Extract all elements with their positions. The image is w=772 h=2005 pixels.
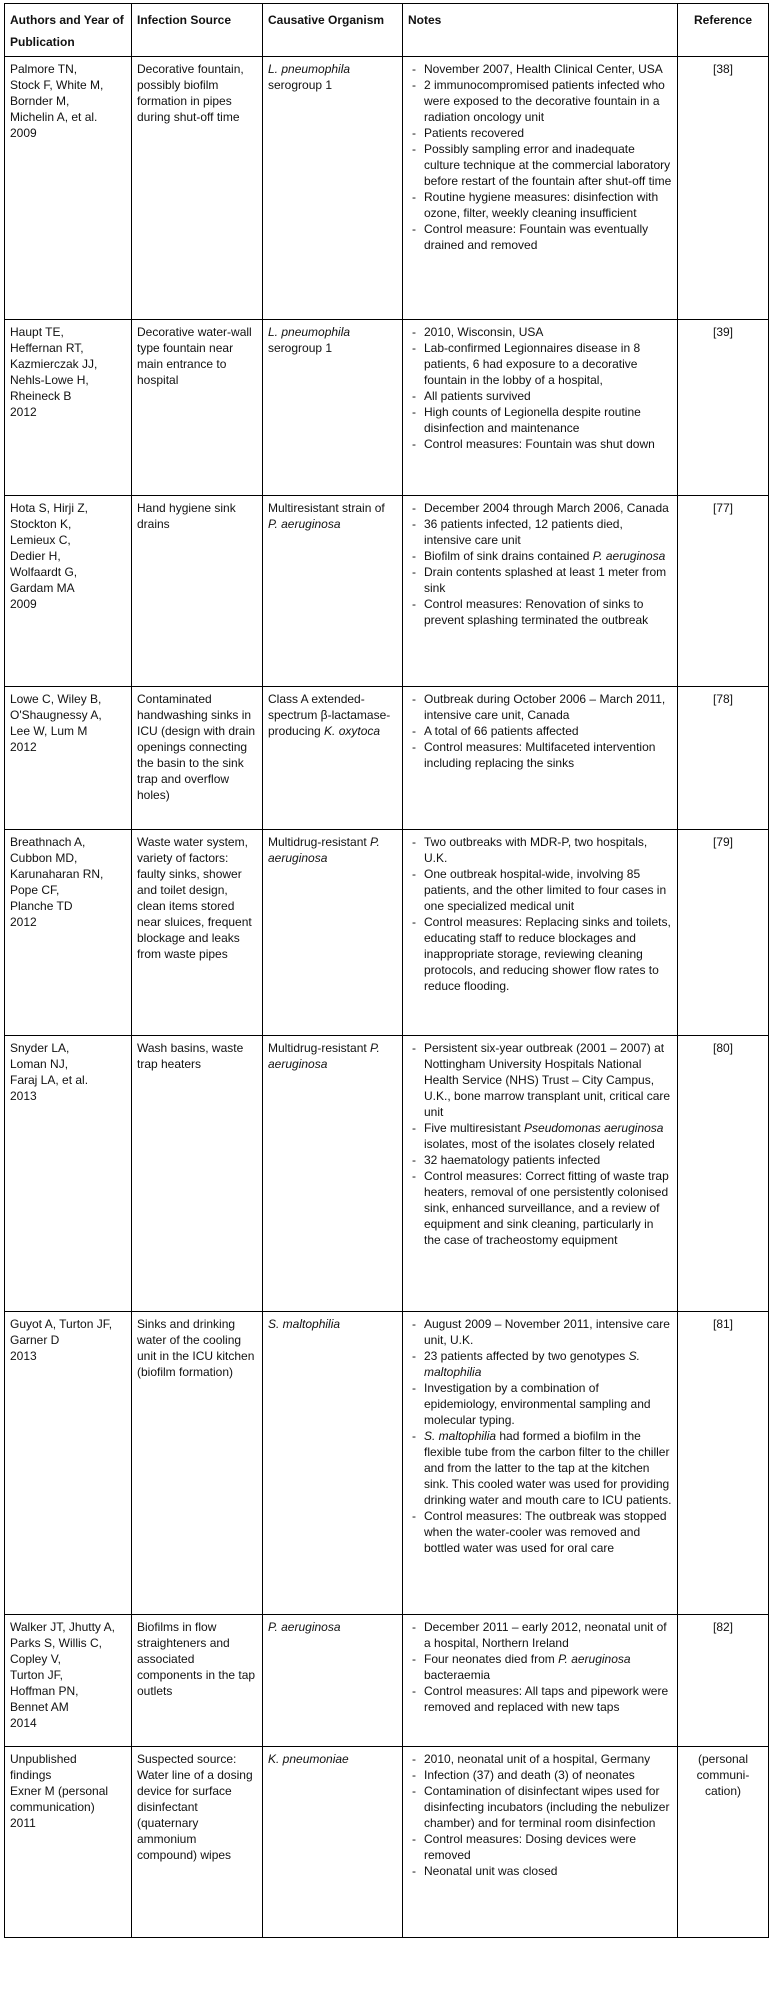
note-item [408,77,672,125]
note-item [408,324,672,340]
text-segment: Investigation by a combination of epidemiology, environmental sampling and molecular typing. [424,1381,651,1427]
text-segment: serogroup 1 [268,341,333,355]
table-row [5,687,769,830]
italic-text: S. maltophilia [268,1317,341,1331]
author-line: communication) [10,1800,95,1814]
author-line: Faraj LA, et al. [10,1073,89,1087]
author-line: 2013 [10,1089,37,1103]
italic-text: P. aeruginosa [558,1652,631,1666]
text-segment: 36 patients infected, 12 patients died, intensive care unit [424,517,623,547]
note-item [408,1040,672,1120]
author-line: Lee W, Lum M [10,724,88,738]
notes-list [408,1316,672,1556]
text-segment: 32 haematology patients infected [424,1153,601,1167]
text-segment: Persistent six-year outbreak (2001 – 2007) at Nottingham University Hospitals National Health Service (NHS) Trust – City Campus, U.K., bone marrow transplant unit, critical care unit [424,1041,671,1119]
note-item [408,1428,672,1508]
causative-organism-cell [263,496,403,687]
text-segment: Control measures: The outbreak was stopped when the water-cooler was removed and bottled water was used for oral care [424,1509,667,1555]
note-item [408,340,672,388]
table-body [5,57,769,1938]
note-item [408,1348,672,1380]
author-line: Guyot A, Turton JF, [10,1317,113,1331]
author-line: Turton JF, [10,1668,63,1682]
author-line: Cubbon MD, [10,851,78,865]
authors-cell [5,1036,132,1312]
text-segment: had formed a biofilm in the flexible tube from the carbon filter to the chiller and from the latter to the tap at the kitchen sink. This cooled water was used for providing drinking water and mouth care to ICU patients. [424,1429,672,1507]
text-segment: Two outbreaks with MDR-P, two hospitals, U.K. [424,835,648,865]
note-item [408,1767,672,1783]
notes-list [408,500,672,628]
text-segment: Patients recovered [424,126,525,140]
author-line: Garner D [10,1333,60,1347]
text-segment: All patients survived [424,389,531,403]
reference-cell: [78] [678,687,769,830]
note-item [408,61,672,77]
text-segment: serogroup 1 [268,78,333,92]
note-item [408,1168,672,1248]
note-item [408,834,672,866]
author-line: 2011 [10,1816,36,1830]
table-row [5,1747,769,1938]
causative-organism-cell [263,1312,403,1615]
text-segment: Contamination of disinfectant wipes used for disinfecting incubators (including the nebulizer chamber) and for terminal room disinfection [424,1784,670,1830]
text-segment: isolates, most of the isolates closely related [424,1137,655,1151]
authors-cell [5,687,132,830]
note-item [408,691,672,723]
note-item [408,1651,672,1683]
author-line: Snyder LA, [10,1041,70,1055]
text-segment: Drain contents splashed at least 1 meter from sink [424,565,667,595]
author-line: O'Shaugnessy A, [10,708,102,722]
notes-cell [403,320,678,496]
text-segment: 2010, neonatal unit of a hospital, Germany [424,1752,651,1766]
notes-cell [403,687,678,830]
author-line: Hoffman PN, [10,1684,79,1698]
text-segment: 2 immunocompromised patients infected who were exposed to the decorative fountain in a radiation oncology unit [424,78,665,124]
text-segment: Biofilm of sink drains contained [424,549,593,563]
text-segment: Lab-confirmed Legionnaires disease in 8 patients, 6 had exposure to a decorative fountain in the lobby of a hospital, [424,341,641,387]
author-line: Kazmierczak JJ, [10,357,98,371]
italic-text: L. pneumophila [268,62,351,76]
author-line: Walker JT, Jhutty A, [10,1620,115,1634]
italic-text: K. oxytoca [324,724,381,738]
note-item [408,564,672,596]
infection-source-cell: Contaminated handwashing sinks in ICU (design with drain openings connecting the basin to the sink trap and overflow holes) [132,687,263,830]
table-row [5,1036,769,1312]
author-line: Lemieux C, [10,533,71,547]
author-line: Parks S, Willis C, [10,1636,103,1650]
reference-cell: [81] [678,1312,769,1615]
notes-cell [403,1615,678,1747]
table-row [5,830,769,1036]
text-segment: Neonatal unit was closed [424,1864,558,1878]
italic-text: K. pneumoniae [268,1752,349,1766]
note-item [408,500,672,516]
table-row [5,1312,769,1615]
text-segment: November 2007, Health Clinical Center, USA [424,62,663,76]
text-segment: Routine hygiene measures: disinfection with ozone, filter, weekly cleaning insufficient [424,190,659,220]
text-segment: December 2004 through March 2006, Canada [424,501,669,515]
authors-cell [5,496,132,687]
author-line: 2014 [10,1716,37,1730]
authors-cell [5,1615,132,1747]
text-segment: A total of 66 patients affected [424,724,579,738]
causative-organism-cell [263,830,403,1036]
note-item [408,1316,672,1348]
author-line: 2009 [10,597,37,611]
infection-source-cell: Biofilms in flow straighteners and associated components in the tap outlets [132,1615,263,1747]
text-segment: Control measures: Fountain was shut down [424,437,655,451]
italic-text: P. aeruginosa [268,517,341,531]
notes-list [408,1040,672,1248]
header-infection-source: Infection Source [132,4,263,57]
infection-source-cell: Decorative water-wall type fountain near main entrance to hospital [132,320,263,496]
reference-cell: [79] [678,830,769,1036]
author-line: 2013 [10,1349,37,1363]
note-item [408,436,672,452]
notes-list [408,1619,672,1715]
header-row [5,4,769,57]
text-segment: High counts of Legionella despite routine disinfection and maintenance [424,405,641,435]
text-segment: Control measures: Replacing sinks and toilets, educating staff to reduce blockages and inappropriate storage, reviewing cleaning protocols, and reducing shower flow rates to reduce flooding. [424,915,671,993]
note-item [408,1120,672,1152]
header-authors: Authors and Year of Publication [5,4,132,57]
text-segment: Possibly sampling error and inadequate culture technique at the commercial laboratory before restart of the fountain after shut-off time [424,142,672,188]
reference-cell: [80] [678,1036,769,1312]
author-line: Stockton K, [10,517,72,531]
notes-list [408,834,672,994]
text-segment: Five multiresistant [424,1121,525,1135]
text-segment: Control measures: Correct fitting of waste trap heaters, removal of one persistently colonised sink, enhanced surveillance, and a review of equipment and sink cleaning, particularly in the case of tracheostomy equipment [424,1169,669,1247]
reference-cell: [39] [678,320,769,496]
notes-cell [403,57,678,320]
italic-text: P. aeruginosa [268,835,380,865]
text-segment: Four neonates died from [424,1652,559,1666]
notes-list [408,1751,672,1879]
author-line: Hota S, Hirji Z, [10,501,89,515]
infection-source-cell: Hand hygiene sink drains [132,496,263,687]
reference-cell: [38] [678,57,769,320]
notes-list [408,691,672,771]
author-line: 2012 [10,740,37,754]
text-segment: Outbreak during October 2006 – March 2011, intensive care unit, Canada [424,692,666,722]
notes-cell [403,1312,678,1615]
author-line: findings [10,1768,52,1782]
outbreak-table [4,3,769,1938]
infection-source-cell: Sinks and drinking water of the cooling unit in the ICU kitchen (biofilm formation) [132,1312,263,1615]
causative-organism-cell [263,1747,403,1938]
reference-cell: [77] [678,496,769,687]
author-line: 2012 [10,915,37,929]
infection-source-cell: Waste water system, variety of factors: faulty sinks, shower and toilet design, clean items stored near sluices, frequent blockage and leaks from waste pipes [132,830,263,1036]
note-item [408,125,672,141]
header-notes: Notes [403,4,678,57]
author-line: Breathnach A, [10,835,86,849]
notes-list [408,61,672,253]
infection-source-cell: Suspected source: Water line of a dosing device for surface disinfectant (quaternary ammonium compound) wipes [132,1747,263,1938]
text-segment: December 2011 – early 2012, neonatal unit of a hospital, Northern Ireland [424,1620,667,1650]
notes-cell [403,830,678,1036]
italic-text: S. maltophilia [424,1349,640,1379]
header-causative-organism: Causative Organism [263,4,403,57]
author-line: Nehls-Lowe H, [10,373,89,387]
causative-organism-cell [263,1615,403,1747]
author-line: Bornder M, [10,94,70,108]
note-item [408,1380,672,1428]
causative-organism-cell [263,687,403,830]
author-line: Palmore TN, [10,62,78,76]
note-item [408,548,672,564]
notes-list [408,324,672,452]
authors-cell [5,830,132,1036]
note-item [408,516,672,548]
author-line: Stock F, White M, [10,78,104,92]
causative-organism-cell [263,320,403,496]
note-item [408,1783,672,1831]
header-reference: Reference [678,4,769,57]
author-line: Planche TD [10,899,73,913]
table-row [5,320,769,496]
note-item [408,221,672,253]
text-segment: 23 patients affected by two genotypes [424,1349,629,1363]
note-item [408,1751,672,1767]
text-segment: Class A extended-spectrum β-lactamase-producing [268,692,391,738]
causative-organism-cell [263,57,403,320]
causative-organism-cell [263,1036,403,1312]
author-line: 2012 [10,405,37,419]
italic-text: P. aeruginosa [592,549,666,563]
author-line: Haupt TE, [10,325,64,339]
note-item [408,723,672,739]
author-line: Rheineck B [10,389,72,403]
author-line: Dedier H, [10,549,61,563]
table-row [5,57,769,320]
note-item [408,388,672,404]
notes-cell [403,496,678,687]
reference-cell: (personal communi-cation) [678,1747,769,1938]
author-line: Karunaharan RN, [10,867,104,881]
text-segment: Multidrug-resistant [268,835,371,849]
author-line: Exner M (personal [10,1784,109,1798]
note-item [408,1831,672,1863]
note-item [408,1863,672,1879]
text-segment: Control measures: Dosing devices were removed [424,1832,637,1862]
table-row [5,496,769,687]
author-line: Lowe C, Wiley B, [10,692,102,706]
italic-text: P. aeruginosa [268,1041,380,1071]
text-segment: Control measure: Fountain was eventually drained and removed [424,222,649,252]
authors-cell [5,1747,132,1938]
author-line: Heffernan RT, [10,341,84,355]
text-segment: One outbreak hospital-wide, involving 85 patients, and the other limited to four cases in one specialized medical unit [424,867,667,913]
infection-source-cell: Decorative fountain, possibly biofilm formation in pipes during shut-off time [132,57,263,320]
text-segment: Control measures: Renovation of sinks to prevent splashing terminated the outbreak [424,597,649,627]
note-item [408,914,672,994]
notes-cell [403,1747,678,1938]
table-row [5,1615,769,1747]
note-item [408,1508,672,1556]
note-item [408,1152,672,1168]
note-item [408,404,672,436]
author-line: 2009 [10,126,37,140]
author-line: Loman NJ, [10,1057,69,1071]
author-line: Wolfaardt G, [10,565,78,579]
text-segment: August 2009 – November 2011, intensive care unit, U.K. [424,1317,670,1347]
note-item [408,596,672,628]
text-segment: bacteraemia [424,1668,491,1682]
text-segment: Multiresistant strain of [268,501,385,515]
infection-source-cell: Wash basins, waste trap heaters [132,1036,263,1312]
reference-cell: [82] [678,1615,769,1747]
note-item [408,739,672,771]
author-line: Copley V, [10,1652,61,1666]
author-line: Pope CF, [10,883,60,897]
text-segment: Multidrug-resistant [268,1041,371,1055]
note-item [408,1619,672,1651]
italic-text: L. pneumophila [268,325,351,339]
author-line: Bennet AM [10,1700,69,1714]
text-segment: Control measures: Multifaceted intervention including replacing the sinks [424,740,656,770]
italic-text: S. maltophilia [424,1429,497,1443]
note-item [408,189,672,221]
note-item [408,141,672,189]
text-segment: Infection (37) and death (3) of neonates [424,1768,635,1782]
italic-text: Pseudomonas aeruginosa [524,1121,664,1135]
authors-cell [5,320,132,496]
text-segment: 2010, Wisconsin, USA [424,325,544,339]
authors-cell [5,57,132,320]
note-item [408,1683,672,1715]
notes-cell [403,1036,678,1312]
text-segment: Control measures: All taps and pipework were removed and replaced with new taps [424,1684,669,1714]
italic-text: P. aeruginosa [268,1620,341,1634]
note-item [408,866,672,914]
author-line: Michelin A, et al. [10,110,98,124]
authors-cell [5,1312,132,1615]
author-line: Unpublished [10,1752,77,1766]
author-line: Gardam MA [10,581,75,595]
